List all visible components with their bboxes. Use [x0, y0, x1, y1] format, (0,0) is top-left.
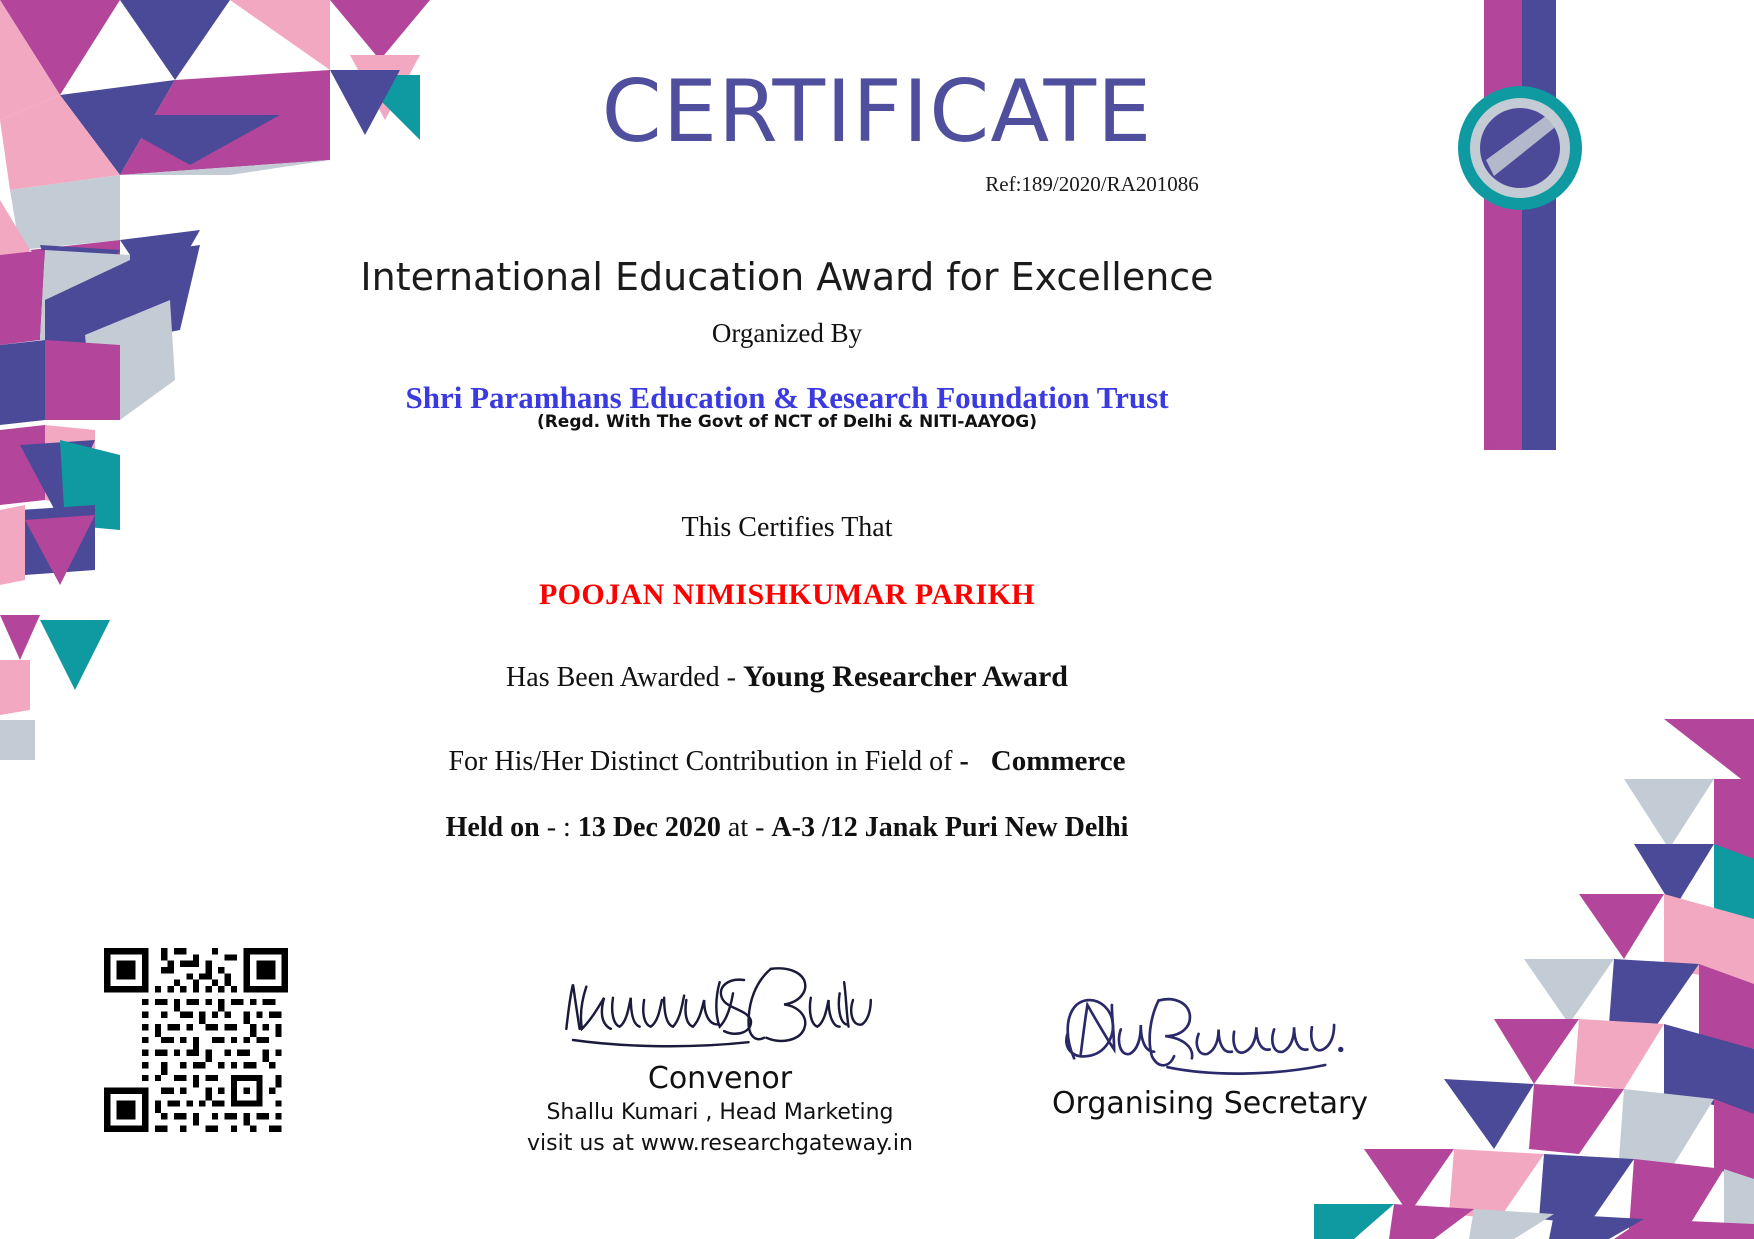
field-dash: -: [959, 746, 969, 777]
award-received-line: [0, 660, 1754, 694]
recipient-name-text: POOJAN NIMISHKUMAR PARIKH: [538, 578, 1036, 611]
held-on-date-text: 13 Dec 2020: [577, 812, 721, 843]
held-on-line: [0, 812, 1754, 844]
organized-by-text: Organized By: [711, 318, 863, 348]
reference-number: [0, 172, 1754, 197]
signature-name-convenor: Shallu Kumari , Head Marketing: [546, 1100, 894, 1125]
held-at-label-text: at -: [720, 812, 772, 843]
awarded-prefix-text: Has Been Awarded -: [506, 662, 743, 693]
organization-name-text: Shri Paramhans Education & Research Foundation Trust: [405, 380, 1169, 415]
award-title-text: International Education Award for Excellence: [360, 255, 1214, 299]
qr-code[interactable]: [104, 948, 288, 1132]
signature-role-secretary: Organising Secretary: [1051, 1086, 1369, 1121]
organized-by-label: [0, 318, 1754, 349]
organization-registration: [0, 412, 1754, 432]
award-received-text: Young Researcher Award: [742, 660, 1068, 693]
held-on-label-text: Held on: [445, 812, 547, 843]
held-on-dash-text: - :: [546, 812, 578, 843]
organization-name: [0, 380, 1754, 416]
website-line: visit us at www.researchgateway.in: [527, 1130, 913, 1156]
signature-role-convenor: Convenor: [647, 1061, 793, 1096]
held-at-venue-text: A-3 /12 Janak Puri New Delhi: [771, 812, 1129, 843]
certificate-title: CERTIFICATE: [601, 62, 1153, 162]
reference-number-text: Ref:189/2020/RA201086: [985, 172, 1199, 196]
certifies-label: [0, 512, 1754, 544]
certifies-label-text: This Certifies That: [681, 512, 893, 543]
signature-block-secretary: [1010, 985, 1410, 1121]
field-contribution-line: [0, 745, 1754, 778]
field-value-text: Commerce: [990, 745, 1126, 777]
recipient-name: [0, 578, 1754, 612]
signature-image-secretary: [1043, 985, 1376, 1085]
decorative-corner-bottom-right: [1194, 719, 1754, 1239]
award-title: [0, 255, 1754, 299]
signature-image-convenor: [553, 960, 886, 1060]
field-prefix-text: For His/Her Distinct Contribution in Field of: [448, 746, 960, 777]
signature-block-convenor: [520, 960, 920, 1158]
organization-registration-text: (Regd. With The Govt of NCT of Delhi & NITI-AAYOG): [536, 412, 1038, 432]
